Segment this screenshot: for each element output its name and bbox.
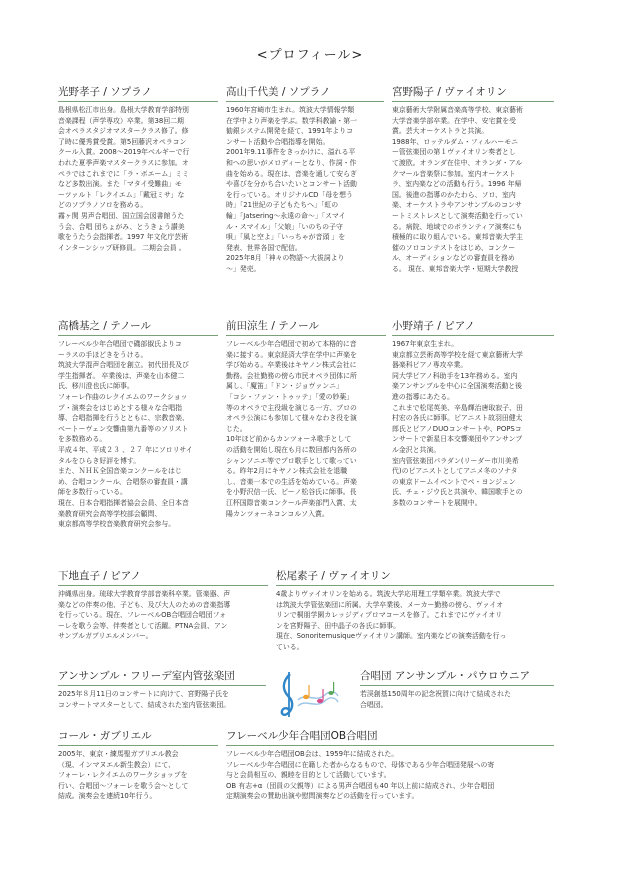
- profile-block: [58, 728, 218, 802]
- profile-block: [226, 318, 386, 519]
- profile-name: 前田涼生 / テノール: [226, 318, 386, 336]
- profile-text: フレーベル少年合唱団OB会は、1959年に結成された。 フレーベル少年合唱団に在籍した者からなるもので、母体である少年合唱団発展への寄 与と会員相互の、親睦を目的として活動しています。 OB 有志+α（団員の父親等）による男声合唱団も40 年以上前に結成され、少年合唱団 定期演奏会の賛助出演や慰問演奏などの活動を行っています。: [226, 750, 495, 801]
- profile-text: 沖縄県出身。琉球大学教育学部音楽科卒業。管楽器、声 楽などの伴奏の他、子ども、及び大人のための音楽指導 を行っている。現在、フレーベルOB合唱団合唱団フォ ーレを歌う会等、伴奏者として活躍。PTNA会員、アン サンブルガブリエルメンバー。: [58, 590, 231, 641]
- profile-name: 下地直子 / ピアノ: [58, 568, 268, 586]
- profile-name: コール・ガブリエル: [58, 728, 218, 746]
- profile-text: 1960年宮崎市生まれ。筑波大学情報学類 在学中より声楽を学ぶ。数学科教諭・第一 勧銀システム開発を経て、1991年よりコ ンサート活動や合唱指導を開始。 2001年9.11事件をきっかけに、溢れる平 和への思いがメロディーとなり、作詞・作 曲を始める。現在は、音楽を通して安らぎ や喜びを分かち合いたいとコンサート活動 を行っている。オリジナルCD「母を想う 時」「21世紀の子どもたちへ」「虹の 輪」「Jatsering～永遠の命～」「スマイ ル・スマイル」「父娘」「いのちの子守 唄」「風と空よ」「いっちゃが音頭 」を 発表、世界各国で配信。 2025年8月「神々の物語～大祓詞より ～」発売。: [226, 106, 358, 273]
- profile-name: 小野靖子 / ピアノ: [392, 318, 554, 336]
- profile-name: 合唱団 アンサンブル・パウロウニア: [360, 668, 554, 686]
- profile-text: 若渓創基150周年の記念祝賀に向けて結成された 合唱団。: [360, 690, 511, 709]
- profile-block: [58, 668, 266, 710]
- profile-name: 松尾素子 / ヴァイオリン: [276, 568, 554, 586]
- profile-block: [226, 728, 554, 802]
- profile-text: 4歳よりヴァイオリンを始める。筑波大学応用理工学類卒業。筑波大学で は筑波大学管弦楽団に所属。大学卒業後、メーカー勤務の傍ら、ヴァイオ リンで桐朋学園カレッジディプロマコースを修了。これまでにヴァイオリ ンを宮野陽子、田中晶子の各氏に師事。 現在、Sonoritemusiqueヴァイオリン講師。室内楽などの演奏活動を行っ ている。: [276, 590, 507, 651]
- profile-text: フレーベル少年合唱団で初めて本格的に音 楽に接する。東京経済大学在学中に声楽を 学び始める。卒業後はキヤノン株式会社に 勤務。会社勤務の傍ら市民オペラ団体に所 属し、「魔笛」「ドン・ジョヴァンニ」 「コシ・ファン・トゥッテ」「愛の妙薬」 等のオペラで主役級を演じる一方、プロの オペラ公演にも参加して様々なわき役を演 じた。 10年ほど前からカンツォーネ歌手として の活動を開始し現在も月に数回都内各所の シャンソニエ等でプロ歌手として歌ってい る。昨年2月にキヤノン株式会社を退職 し、音楽一本での生活を始めている。声楽 を小野沢信一氏、ピーノ松谷氏に師事。長 江杯国際音楽コンクール声楽部門入賞、太 陽カンツォーネコンコルソ入賞。: [226, 340, 357, 518]
- profile-block: [392, 318, 554, 509]
- page-title: <プロフィール>: [256, 48, 364, 63]
- profile-block: [58, 568, 268, 642]
- profile-block: [226, 84, 384, 275]
- profile-text: 東京藝術大学附属音楽高等学校、東京藝術 大学音楽学部卒業。在学中、安宅賞を受 賞。芸大オーケストラと共演。 1988年、ロッテルダム・フィルハーモニ ー管弦楽団の第１ヴァイオリン奏者とし て渡欧。オランダ在住中、オランダ・アル クマール音楽祭に参加。室内オーケスト ラ、室内楽などの活動も行う。1996 年帰 国。後進の指導のかたわら、ソロ、室内 楽、オーケストラやアンサンブルのコンサ ートミストレスとして演奏活動を行ってい る。病院、地域でのボランティア演奏にも 積極的に取り組んでいる。東邦音楽大学主 催のソロコンテストをはじめ、コンクー ル、オーディションなどの審査員を務め る。 現在、東邦音楽大学・短期大学教授: [392, 106, 523, 273]
- profile-name: 宮野陽子 / ヴァイオリン: [392, 84, 554, 102]
- profile-block: [392, 84, 554, 275]
- profile-name: 光野孝子 / ソプラノ: [58, 84, 218, 102]
- profile-block: [58, 318, 218, 530]
- profile-block: [276, 568, 554, 653]
- profile-name: フレーベル少年合唱団OB合唱団: [226, 728, 554, 746]
- profile-name: アンサンブル・フリーデ室内管弦楽団: [58, 668, 266, 686]
- profile-text: フレーベル少年合唱団で磯部俶氏よりコ ーラスの手ほどきをうける。 筑波大学混声合唱団を創立。初代団長及び 学生指揮者。 卒業後は、声楽を山本健二 氏、移川澄也氏に師事。 フォーレ作曲のレクイエムのワークショッ プ・演奏会をはじめとする様々な合唱指 導、合唱指揮を行うとともに、宗教音楽、 ベートーヴェン交響曲第九番等のソリスト を多数務める。 平成４年、平成２３ 、２７ 年にソロリサイ タルをひらき好評を博す。 また、ＮＨＫ全国音楽コンクールをはじ め、合唱コンクール、合唱祭の審査員・講 師を多数行っている。 現在、日本合唱指揮者協会会員、全日本音 楽教育研究会高等学校部会顧問、 東京都高等学校音楽教育研究会参与。: [58, 340, 193, 529]
- profile-text: 1967年東京生まれ。 東京都立芸術高等学校を経て東京藝術大学 器楽科ピアノ専攻卒業。 同大学ピアノ科助手を13年務める。室内 楽アンサンブルを中心に全国演奏活動と後 進の指導にあたる。 これまで松尾英美、辛島輝治唐取寂子、田 村宏の各氏に師事。ピアニスト故羽田健太 郎氏とピアノDUOコンサートや、POPSコ ンサートで新星日本交響楽団やアンサンブ ル金沢と共演。 室内管弦楽団パラダン(リーダー市川美希 代)のピアニストとしてアニメ冬のソナタ の東京ドームイベントでペ・ヨンジュン 氏、チェ・ジウ氏と共演や、韓国歌手との 多数のコンサートを展開中。: [392, 340, 523, 507]
- profile-text: 2005年、東京・練馬聖ガブリエル教会 （現、インマヌエル新生教会）にて、 フォーレ・レクイエムのワークショップを 行い、合唱団～フォーレを歌う会～として 結成。演奏会を連続10年行う。: [58, 750, 189, 801]
- profile-text: 2025年８月11日のコンサートに向けて、宮野陽子氏を コンサートマスターとして、結成された室内管弦楽団。: [58, 690, 231, 709]
- profile-name: 高橋基之 / テノール: [58, 318, 218, 336]
- profile-name: 高山千代美 / ソプラノ: [226, 84, 384, 102]
- profile-block: [360, 668, 554, 710]
- profile-text: 島根県松江市出身。島根大学教育学部特別 音楽課程（声学専攻）卒業。第38回二期 会オペラスタジオマスタークラス修了。修 了時に優秀賞受賞。第5回藤沢オペラコン クール入賞。2008～2019年ベルギーで行 われた夏季声楽マスタークラスに参加。オ ペラではこれまでに「ラ・ボエーム」ミミ など多数出演。また「マタイ受難曲」モ ーツァルト「レクイエム」「戴冠ミサ」な どのソプラノソロを務める。 霧ヶ関 男声合唱団、国立国会図書館うた う会、合唱 団ちょがみ、とうきょう讃美 歌をうたう会指揮者。1997 年文化庁芸術 インターンシップ研修員。 二期会会員 。: [58, 106, 190, 252]
- profile-block: [58, 84, 218, 253]
- music-notes-icon: [276, 670, 340, 722]
